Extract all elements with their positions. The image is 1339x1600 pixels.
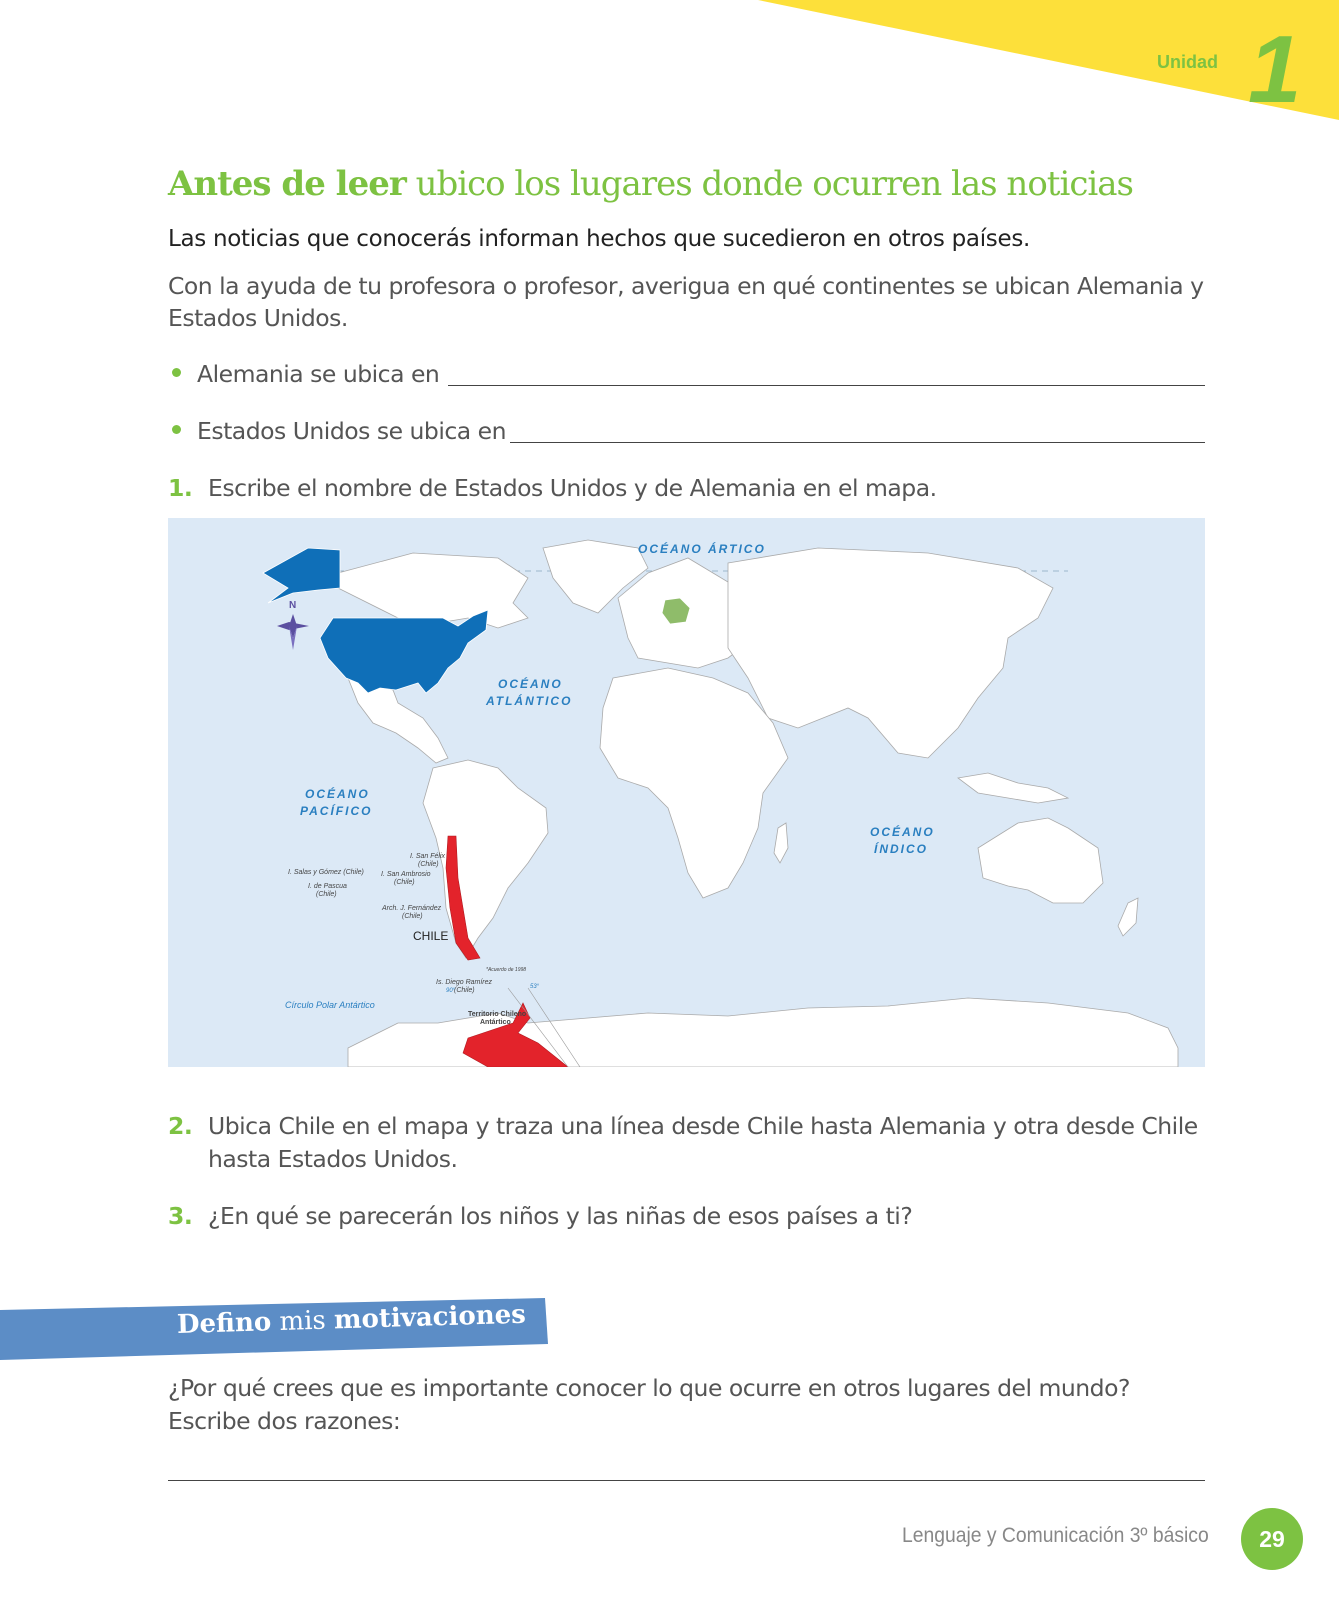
footer-book-title: Lenguaje y Comunicación 3º básico (902, 1524, 1209, 1547)
section-title-bold: Antes de leer (168, 164, 406, 204)
salas-gomez-label: I. Salas y Gómez (Chile) (288, 869, 364, 876)
activity-item-2 (168, 1110, 1208, 1176)
section-title (168, 164, 1133, 204)
banner-light: mis (279, 1305, 327, 1337)
answer-line-estados-unidos[interactable] (510, 442, 1205, 443)
meridian-53-label: 53° (530, 984, 540, 990)
banner-bold-1: Defino (176, 1307, 272, 1340)
activity-item-1 (168, 472, 1208, 505)
ocean-atlantic-label-1: OCÉANO (498, 677, 563, 691)
bullet-alemania (172, 360, 439, 388)
item-number: 3. (168, 1202, 193, 1230)
section-title-rest: ubico los lugares donde ocurren las noticias (415, 164, 1133, 204)
ocean-arctic-label: OCÉANO ÁRTICO (638, 542, 766, 556)
fernandez-label-1: Arch. J. Fernández (382, 905, 442, 912)
territorio-label-2: Antártico (480, 1019, 511, 1026)
lead-text: Las noticias que conocerás informan hechos que sucedieron en otros países. (168, 226, 1031, 252)
compass-n-label: N (289, 600, 297, 611)
unit-number: 1 (1248, 16, 1302, 123)
item-text: Escribe el nombre de Estados Unidos y de Alemania en el mapa. (208, 474, 937, 502)
ocean-indian-label-2: ÍNDICO (874, 842, 928, 856)
unit-label: Unidad (1157, 52, 1218, 72)
bullet-dot-icon (172, 425, 181, 434)
activity-item-3 (168, 1200, 1208, 1233)
item-number: 1. (168, 474, 193, 502)
san-ambrosio-label-1: I. San Ambrosio (381, 871, 431, 878)
corner-decoration (0, 0, 1339, 130)
page-number: 29 (1241, 1508, 1303, 1570)
item-text: ¿En qué se parecerán los niños y las niñas de esos países a ti? (208, 1202, 913, 1230)
bullet-dot-icon (172, 368, 181, 377)
san-felix-label-1: I. San Félix (410, 853, 446, 860)
san-ambrosio-label-2: (Chile) (394, 879, 415, 886)
territorio-label-1: Territorio Chileno (468, 1011, 527, 1018)
motivation-question: ¿Por qué crees que es importante conocer lo que ocurre en otros lugares del mundo? Escribe dos razones: (168, 1374, 1130, 1435)
item-text: Ubica Chile en el mapa y traza una línea desde Chile hasta Alemania y otra desde Chile hasta Estados Unidos. (208, 1112, 1198, 1173)
fernandez-label-2: (Chile) (402, 913, 423, 920)
acuerdo-label: *Acuerdo de 1998 (486, 967, 527, 973)
bullet-estados-unidos (172, 417, 506, 445)
intro-text: Con la ayuda de tu profesora o profesor, averigua en qué continentes se ubican Alemania y Estados Unidos. (168, 272, 1204, 332)
pascua-label-1: I. de Pascua (308, 883, 347, 890)
ocean-pacific-label-1: OCÉANO (305, 787, 370, 801)
ocean-atlantic-label-2: ATLÁNTICO (486, 694, 573, 708)
bullet-label: Alemania se ubica en (197, 360, 440, 388)
meridian-90-label: 90° (446, 988, 456, 994)
san-felix-label-2: (Chile) (418, 861, 439, 868)
world-map[interactable] (168, 518, 1205, 1067)
answer-line-motivation[interactable] (168, 1480, 1205, 1481)
ocean-pacific-label-2: PACÍFICO (300, 804, 373, 818)
chile-label: CHILE (413, 929, 449, 943)
diego-ramirez-label-2: (Chile) (454, 987, 475, 994)
diego-ramirez-label-1: Is. Diego Ramírez (436, 979, 493, 986)
pascua-label-2: (Chile) (316, 891, 337, 898)
bullet-label: Estados Unidos se ubica en (197, 417, 507, 445)
banner-bold-2: motivaciones (333, 1299, 527, 1336)
polar-circle-label: Círculo Polar Antártico (285, 1000, 375, 1010)
item-number: 2. (168, 1112, 193, 1140)
answer-line-alemania[interactable] (448, 385, 1205, 386)
ocean-indian-label-1: OCÉANO (870, 825, 935, 839)
